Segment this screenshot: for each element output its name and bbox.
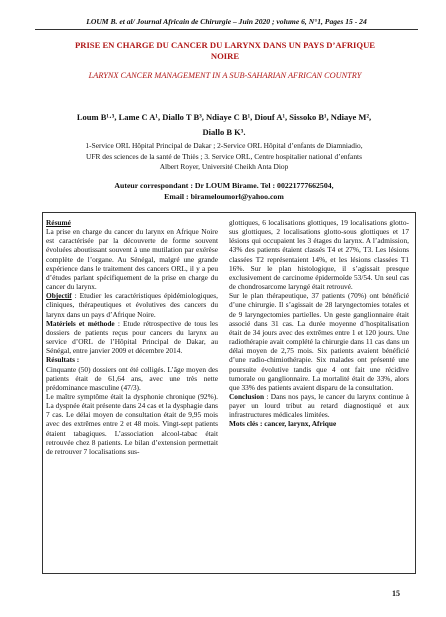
article-title-french: [40, 40, 410, 62]
abstract-right-column: [229, 218, 409, 429]
results-heading-paragraph: [46, 355, 218, 364]
results-label-suffix: :: [74, 355, 80, 365]
author-list: [38, 110, 410, 140]
results-continuation: glottiques, 6 localisations glottiques, 19 localisations glotto-sus glottiques, 2 localisations glotto-sous glottiques et 17 lésions qui occupaient les 3 étages du larynx. A l’admission, 43% des patients étaient classés T4 et 27%, T3. Les lésions classées T2 représentaient 14%, et les lésions classées T1 16%. Sur le plan histologique, il s’agissait presque exclusivement de carcinome épidermoïde 53/54. Un seul cas de chondrosarcome laryngé était retrouvé.: [229, 218, 409, 292]
conclusion-paragraph: [229, 392, 409, 419]
objective-text: : Etudier les caractéristiques épidémiologiques, cliniques, thérapeutiques et évolutives des cancers du larynx dans un pays d’Afrique Noire.: [46, 291, 218, 319]
treatment-paragraph: Sur le plan thérapeutique, 37 patients (70%) ont bénéficié d’une chirurgie. Il s’agissait de 28 laryngectomies totales et de 9 laryngectomies partielles. Un geste ganglionnaire était associé dans 31 cas. La durée moyenne d’hospitalisation était de 34 jours avec des extrêmes entre 1 et 120 jours. Une radiothérapie avait complété la chirurgie dans 11 cas dans un délai moyen de 2,75 mois. Six patients avaient bénéficié d’une radio-chimiothérapie. Six malades ont présenté une poursuite évolutive tandis que 4 ont fait une récidive tumorale ou ganglionnaire. La mortalité était de 33%, alors que 33% des patients avaient disparu de la consultation.: [229, 291, 409, 392]
abstract-intro: La prise en charge du cancer du larynx en Afrique Noire est caractérisée par la découverte de forme souvent évoluées aboutissant souvent à une mutilation par exérèse complète de l’organe. Au Sénégal, malgré une grande expérience dans le traitement des cancers ORL, il y a peu d’études parlant spécifiquement de la prise en charge du cancer du larynx.: [46, 227, 218, 292]
keywords-label: Mots clés: [229, 419, 259, 429]
conclusion-label: Conclusion: [229, 391, 265, 401]
header-divider: [35, 29, 418, 30]
affiliation-line: 1-Service ORL Hôpital Principal de Dakar ; 2-Service ORL Hôpital d’enfants de Diamniadio,: [85, 141, 363, 150]
results-paragraph-2: Le maître symptôme était la dysphonie chronique (92%). La dyspnée était présente dans 24 cas et la dysphagie dans 7 cas. Le délai moyen de consultation était de 9,95 mois avec des extrêmes entre 2 et 48 mois. Vingt-sept patients étaient tabagiques. L’association alcool-tabac était retrouvée chez 8 patients. Le bilan d’extension permettait de retrouver 7 localisations sus-: [46, 391, 218, 456]
affiliation-line: Albert Royer, Université Cheikh Anta Diop: [159, 162, 289, 171]
authors-line-1: Loum B¹·³, Lame C A¹, Diallo T B³, Ndiaye C B¹, Diouf A¹, Sissoko B¹, Ndiaye M²,: [76, 112, 372, 122]
affiliation-line: UFR des sciences de la santé de Thiès ; 3. Service ORL, Centre hospitalier national d’enfants: [86, 151, 362, 161]
objective-label: Objectif: [46, 291, 72, 301]
running-header: LOUM B. et al/ Journal Africain de Chirurgie – Juin 2020 ; volume 6, N°1, Pages 15 - 24: [86, 17, 367, 26]
results-paragraph-1: Cinquante (50) dossiers ont été colligés. L’âge moyen des patients était de 61,64 ans, avec une très nette prédominance masculine (47/3).: [46, 364, 218, 392]
affiliations: [38, 141, 410, 173]
objective-paragraph: [46, 291, 218, 318]
title-french-line-2: NOIRE: [210, 51, 240, 61]
keywords-paragraph: [229, 419, 409, 428]
methods-text: : Etude rétrospective de tous les dossiers de patients reçus pour cancers du larynx au service d’ORL de l’Hôpital Principal de Dakar, au Sénégal, entre janvier 2009 et décembre 2014.: [46, 318, 218, 356]
results-label: Résultats: [46, 355, 75, 365]
conclusion-text: : Dans nos pays, le cancer du larynx continue à payer un lourd tribut au retard diagnostiqué et aux infrastructures médicales limitées.: [229, 391, 409, 420]
corresponding-author: [38, 181, 410, 202]
title-french-line-1: PRISE EN CHARGE DU CANCER DU LARYNX DANS UN PAYS D’AFRIQUE: [74, 40, 376, 50]
corresponding-author-line: Auteur correspondant : Dr LOUM Birame. Tel : 00221777662504,: [114, 181, 334, 190]
corresponding-email: Email : birameloumorl@yahoo.com: [164, 191, 284, 201]
page-number: 15: [392, 589, 400, 598]
article-title-english: LARYNX CANCER MANAGEMENT IN A SUB-SAHARIAN AFRICAN COUNTRY: [88, 71, 362, 80]
keywords-text: : cancer, larynx, Afrique: [258, 419, 337, 429]
methods-label: Matériels et méthode: [46, 318, 115, 328]
abstract-heading: Résumé: [46, 218, 71, 227]
abstract-left-column: [46, 218, 218, 456]
authors-line-2: Diallo B K³.: [202, 127, 246, 137]
methods-paragraph: [46, 319, 218, 356]
